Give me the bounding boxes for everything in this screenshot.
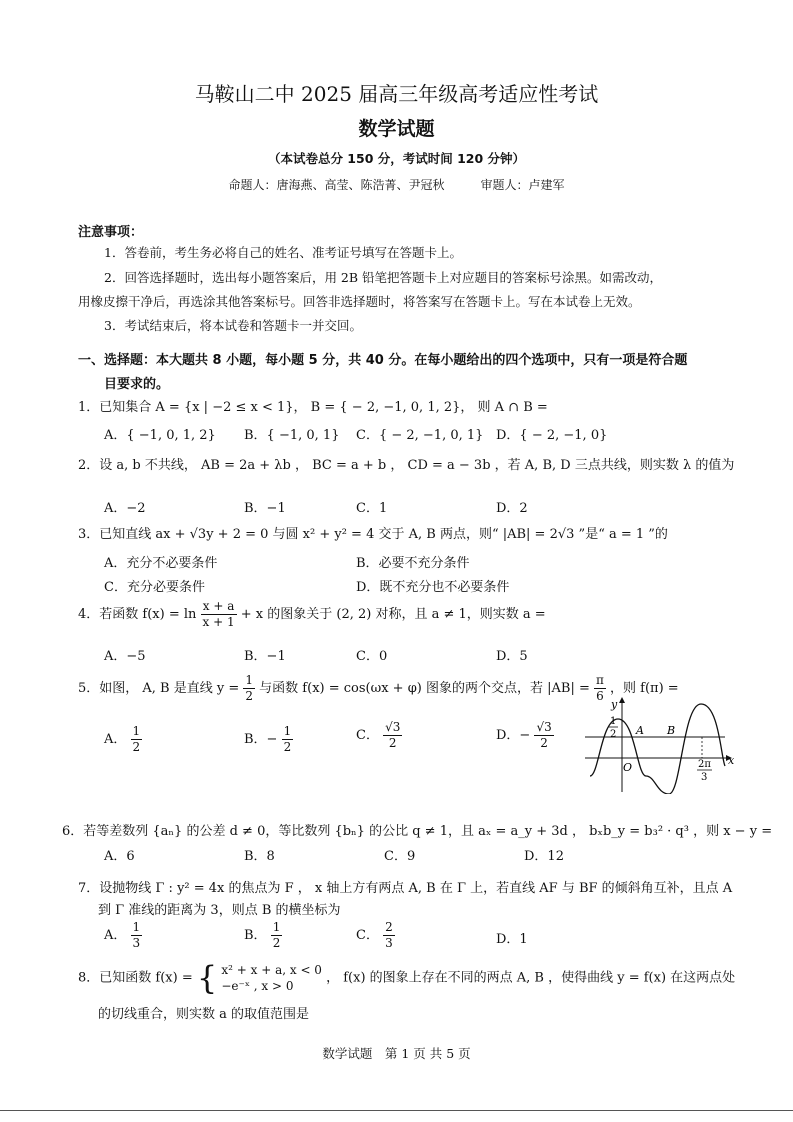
fig-y-label: y — [611, 698, 618, 711]
q5-c-fraction — [383, 720, 402, 751]
fig-point-b: B — [667, 724, 676, 737]
q5-c-num: √3 — [385, 720, 401, 734]
fig-half-den: 2 — [610, 729, 617, 740]
q5-d-label: D．− — [496, 728, 531, 743]
q7-c-den: 3 — [385, 936, 393, 950]
q4-fraction — [201, 599, 237, 630]
subject-title: 数学试题 — [358, 118, 435, 140]
authors-line: 命题人：唐海燕、高莹、陈浩菁、尹冠秋 审题人：卢建军 — [228, 178, 565, 192]
q3-option-c: C．充分必要条件 — [104, 580, 205, 595]
section-heading-cont: 目要求的。 — [104, 377, 170, 392]
q6-option-c: C．9 — [384, 849, 416, 864]
q3-option-b: B．必要不充分条件 — [356, 556, 470, 571]
q2-option-b: B．−1 — [244, 501, 286, 516]
page-bottom-rule — [0, 1110, 793, 1111]
q5-text-post: ，则 f(π) = — [610, 681, 679, 696]
q2-option-a: A．−2 — [104, 501, 146, 516]
q2-option-c: C．1 — [356, 501, 388, 516]
q1-option-b: B．{ −1, 0, 1} — [244, 428, 340, 443]
note-1: 1．答卷前，考生务必将自己的姓名、准考证号填写在答题卡上。 — [104, 245, 462, 260]
q3-option-d: D．既不充分也不必要条件 — [356, 580, 510, 595]
q5-a-fraction — [131, 724, 143, 755]
q5-option-c — [356, 720, 402, 751]
q5-pi-den: 6 — [596, 689, 604, 703]
notes-heading: 注意事项： — [78, 225, 144, 240]
q6-option-a: A．6 — [104, 849, 135, 864]
q8-brace: { — [196, 959, 218, 997]
q8-case-1: x² + x + a, x < 0 — [221, 963, 322, 977]
section-heading: 一、选择题：本大题共 8 小题，每小题 5 分，共 40 分。在每小题给出的四个选项中，只有一项是符合题 — [78, 353, 688, 368]
q1-option-c: C．{ − 2, −1, 0, 1} — [356, 428, 484, 443]
question-4-stem — [78, 599, 546, 630]
q5-a-den: 2 — [132, 740, 141, 754]
note-2-line-1: 2．回答选择题时，选出每小题答案后，用 2B 铅笔把答题卡上对应题目的答案标号涂黑。如需改动， — [104, 270, 663, 285]
fig-tick-den: 3 — [701, 772, 708, 783]
question-1-stem: 1．已知集合 A = {x | −2 ≤ x < 1}， B = { − 2, −1, 0, 1, 2}， 则 A ∩ B = — [78, 400, 548, 415]
q5-half-fraction — [243, 673, 255, 704]
q8-cases — [221, 962, 322, 994]
fig-point-a: A — [636, 724, 644, 737]
q5-half-num: 1 — [245, 673, 254, 687]
q1-option-a: A．{ −1, 0, 1, 2} — [104, 428, 216, 443]
q5-text-pre: 5．如图， A, B 是直线 y = — [78, 681, 240, 696]
page-footer: 数学试题 第 1 页 共 5 页 — [322, 1046, 471, 1061]
question-7-line-2: 到 Γ 准线的距离为 3，则点 B 的横坐标为 — [98, 903, 341, 918]
q7-option-c — [356, 920, 395, 951]
q8-text-pre: 8．已知函数 f(x) = — [78, 970, 193, 986]
note-2-line-2: 用橡皮擦干净后，再选涂其他答案标号。回答非选择题时，将答案写在答题卡上。写在本试卷上无效。 — [78, 294, 641, 309]
q7-option-a — [104, 920, 142, 951]
q4-frac-den: x + 1 — [202, 615, 235, 629]
fig-x-label: x — [728, 754, 735, 767]
question-3-stem: 3．已知直线 ax + √3y + 2 = 0 与圆 x² + y² = 4 交于 A, B 两点，则“ |AB| = 2√3 ”是“ a = 1 ”的 — [78, 527, 668, 542]
q7-option-d: D．1 — [496, 932, 528, 947]
q7-a-fraction — [131, 920, 143, 951]
q7-option-b — [244, 920, 282, 951]
q7-c-num: 2 — [385, 920, 393, 934]
q5-text-mid: 与函数 f(x) = cos(ωx + φ) 图象的两个交点，若 |AB| = — [259, 681, 590, 696]
q2-option-d: D．2 — [496, 501, 528, 516]
q4-option-a: A．−5 — [104, 649, 146, 664]
q6-option-b: B．8 — [244, 849, 275, 864]
fig-half-num: 1 — [610, 716, 617, 727]
q4-text-pre: 4．若函数 f(x) = ln — [78, 607, 197, 622]
q8-case-2: −e⁻ˣ , x > 0 — [221, 979, 294, 993]
fig-origin-label: O — [623, 761, 633, 774]
q5-a-label: A． — [104, 732, 127, 747]
q5-half-den: 2 — [245, 689, 254, 703]
note-3: 3．考试结束后，将本试卷和答题卡一并交回。 — [104, 318, 362, 333]
q7-a-label: A． — [104, 928, 127, 943]
q8-text-post: ， f(x) 的图象上存在不同的两点 A, B ，使得曲线 y = f(x) 在这两点处 — [326, 970, 736, 986]
q4-option-d: D．5 — [496, 649, 528, 664]
q7-b-den: 2 — [272, 936, 281, 950]
q7-c-fraction — [383, 920, 395, 951]
q5-option-d — [496, 720, 554, 751]
question-7-line-1: 7．设抛物线 Γ : y² = 4x 的焦点为 F ， x 轴上方有两点 A, B 在 Γ 上，若直线 AF 与 BF 的倾斜角互补，且点 A — [78, 881, 733, 896]
exam-title: 马鞍山二中 2025 届高三年级高考适应性考试 — [194, 82, 599, 106]
q4-text-post: + x 的图象关于 (2, 2) 对称，且 a ≠ 1，则实数 a = — [240, 607, 546, 622]
q1-option-d: D．{ − 2, −1, 0} — [496, 428, 608, 443]
q5-option-b — [244, 724, 293, 755]
q5-c-label: C． — [356, 728, 379, 743]
q5-d-fraction — [534, 720, 553, 751]
q5-a-num: 1 — [132, 724, 141, 738]
q7-b-fraction — [271, 920, 283, 951]
question-2-stem: 2．设 a, b 不共线， AB = 2a + λb ， BC = a + b ， CD = a − 3b ，若 A, B, D 三点共线，则实数 λ 的值为 — [78, 458, 735, 473]
fig-tick-num: 2π — [698, 759, 711, 770]
q4-option-b: B．−1 — [244, 649, 286, 664]
q3-option-a: A．充分不必要条件 — [104, 556, 218, 571]
q6-option-d: D．12 — [524, 849, 564, 864]
q5-d-num: √3 — [536, 720, 552, 734]
q5-c-den: 2 — [388, 736, 397, 750]
question-8-line-1 — [78, 959, 736, 997]
q4-frac-num: x + a — [201, 599, 237, 615]
q7-b-label: B． — [244, 928, 267, 943]
exam-subtitle: （本试卷总分 150 分，考试时间 120 分钟） — [267, 151, 526, 166]
q7-b-num: 1 — [272, 920, 281, 934]
q5-b-label: B．− — [244, 732, 278, 747]
q5-b-fraction — [282, 724, 294, 755]
q7-a-num: 1 — [132, 920, 141, 934]
q5-pi-num: π — [596, 673, 604, 687]
q4-option-c: C．0 — [356, 649, 388, 664]
q5-option-a — [104, 724, 142, 755]
q5-b-den: 2 — [283, 740, 292, 754]
q7-c-label: C． — [356, 928, 379, 943]
q5-cosine-figure — [585, 694, 735, 794]
question-8-line-2: 的切线重合，则实数 a 的取值范围是 — [98, 1007, 310, 1022]
q5-b-num: 1 — [283, 724, 292, 738]
question-6-stem: 6．若等差数列 {aₙ} 的公差 d ≠ 0，等比数列 {bₙ} 的公比 q ≠ 1，且 aₓ = a_y + 3d ， bₓb_y = b₃² · q³ ，则 x − y = — [62, 824, 773, 839]
q5-d-den: 2 — [540, 736, 548, 750]
q7-a-den: 3 — [132, 936, 141, 950]
